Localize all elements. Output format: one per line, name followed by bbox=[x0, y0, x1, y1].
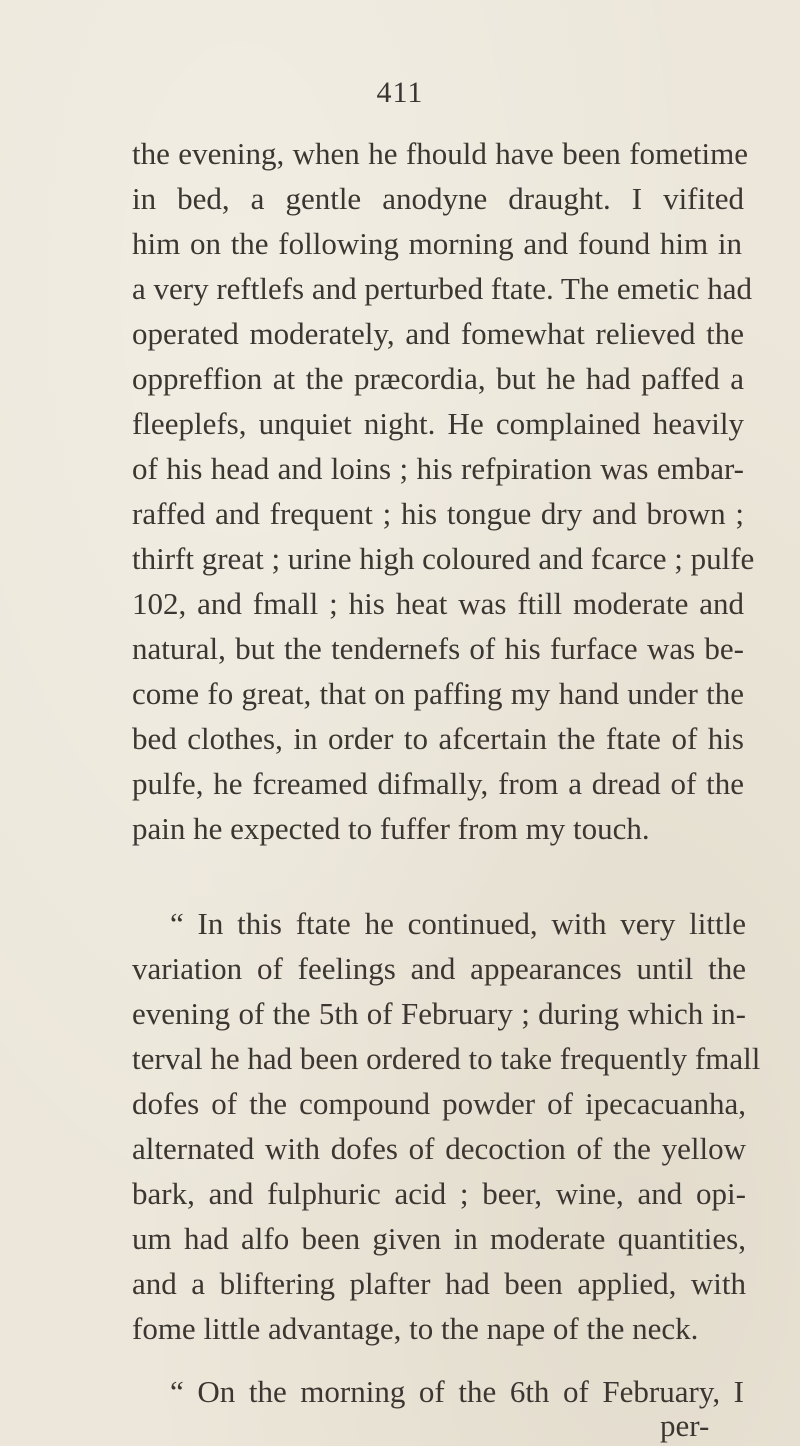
text-line: of his head and loins ; his refpiration was embar- bbox=[132, 451, 744, 486]
text-line: him on the following morning and found him in bbox=[132, 226, 742, 261]
text-line: bark, and fulphuric acid ; beer, wine, and opi- bbox=[132, 1176, 746, 1211]
text-line: pulfe, he fcreamed difmally, from a dread of the bbox=[132, 766, 744, 801]
text-line: “ In this ftate he continued, with very little bbox=[170, 906, 746, 941]
text-line: oppreffion at the præcordia, but he had paffed a bbox=[132, 361, 744, 396]
text-line: in bed, a gentle anodyne draught. I vifited bbox=[132, 181, 744, 216]
catchword: per- bbox=[660, 1408, 710, 1443]
text-line: a very reftlefs and perturbed ftate. The emetic had bbox=[132, 271, 752, 306]
text-line: dofes of the compound powder of ipecacuanha, bbox=[132, 1086, 746, 1121]
text-line: fleeplefs, unquiet night. He complained heavily bbox=[132, 406, 744, 441]
text-line: the evening, when he fhould have been fometime bbox=[132, 136, 748, 171]
text-line: variation of feelings and appearances until the bbox=[132, 951, 746, 986]
text-line: thirft great ; urine high coloured and fcarce ; pulfe bbox=[132, 541, 755, 576]
text-line: pain he expected to fuffer from my touch. bbox=[132, 811, 650, 846]
text-line: um had alfo been given in moderate quantities, bbox=[132, 1221, 746, 1256]
text-line: operated moderately, and fomewhat relieved the bbox=[132, 316, 744, 351]
text-line: alternated with dofes of decoction of the yellow bbox=[132, 1131, 746, 1166]
text-line: come fo great, that on paffing my hand under the bbox=[132, 676, 744, 711]
text-line: and a bliftering plafter had been applied, with bbox=[132, 1266, 746, 1301]
page-number: 411 bbox=[376, 76, 424, 109]
text-line: bed clothes, in order to afcertain the ftate of his bbox=[132, 721, 744, 756]
text-line: raffed and frequent ; his tongue dry and brown ; bbox=[132, 496, 744, 531]
text-line: natural, but the tendernefs of his furface was be- bbox=[132, 631, 744, 666]
text-line: “ On the morning of the 6th of February, I bbox=[170, 1374, 744, 1409]
text-line: fome little advantage, to the nape of the neck. bbox=[132, 1311, 699, 1346]
text-line: terval he had been ordered to take frequently fmall bbox=[132, 1041, 761, 1076]
text-line: evening of the 5th of February ; during which in- bbox=[132, 996, 746, 1031]
text-line: 102, and fmall ; his heat was ftill moderate and bbox=[132, 586, 744, 621]
